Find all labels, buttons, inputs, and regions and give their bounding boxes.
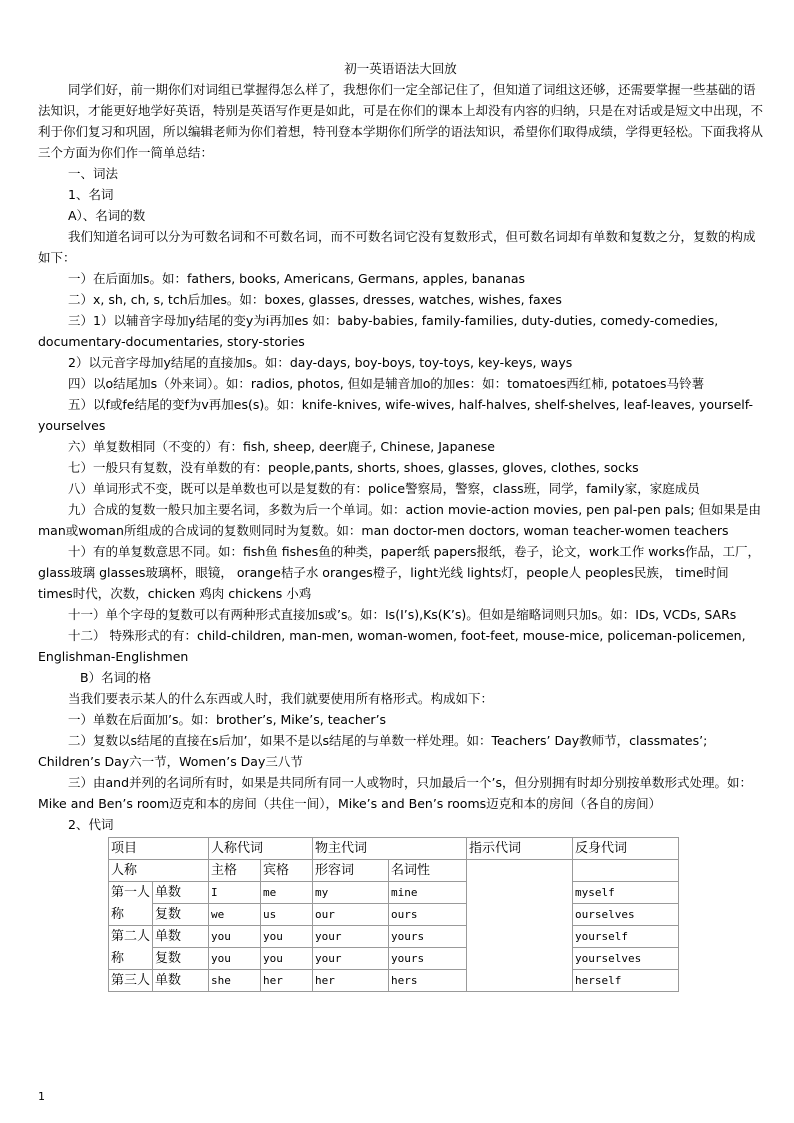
rule-item: 五）以f或fe结尾的变f为v再加es(s)。如：knife-knives, wife-wives, half-halves, shelf-shelves, leaf-leaves, yourself-yourselves (38, 397, 754, 433)
subsection-heading: B）名词的格 (80, 670, 152, 685)
document-body (38, 58, 763, 992)
rule-item: 一）单数在后面加’s。如：brother’s, Mike’s, teacher’s (68, 712, 387, 727)
table-cell: my (313, 882, 389, 904)
rule-item: 十二） 特殊形式的有：child-children, man-men, woman-women, foot-feet, mouse-mice, policeman-policemen, Englishman-Englishmen (38, 628, 746, 664)
table-row (109, 970, 679, 992)
intro-paragraph: 同学们好，前一期你们对词组已掌握得怎么样了，我想你们一定全部记住了，但知道了词组这还够，还需要掌握一些基础的语法知识，才能更好地学好英语，特别是英语写作更是如此，可是在你们的课本上却没有内容的归纳，只是在对话或是短文中出现，不利于你们复习和巩固，所以编辑老师为你们着想，特刊登本学期你们所学的语法知识，希望你们取得成绩，学得更轻松。下面我将从三个方面为你们作一简单总结： (38, 82, 764, 160)
table-cell: herself (573, 970, 679, 992)
rule-item: 2）以元音字母加y结尾的直接加s。如：day-days, boy-boys, toy-toys, key-keys, ways (68, 355, 573, 370)
table-cell (467, 860, 573, 992)
table-cell: you (209, 948, 261, 970)
table-cell: you (261, 948, 313, 970)
paragraph: 当我们要表示某人的什么东西或人时，我们就要使用所有格形式。构成如下： (68, 691, 494, 706)
table-header-cell: 名词性 (389, 860, 467, 882)
table-row (109, 904, 679, 926)
table-header-cell: 项目 (109, 838, 209, 860)
section-heading: 一、词法 (68, 166, 119, 181)
table-cell: ourselves (573, 904, 679, 926)
table-cell: mine (389, 882, 467, 904)
table-cell: 单数 (153, 926, 209, 948)
rule-item: 一）在后面加s。如：fathers, books, Americans, Germans, apples, bananas (68, 271, 525, 286)
table-cell: 单数 (153, 970, 209, 992)
table-row (109, 948, 679, 970)
table-cell: 称 (109, 904, 153, 926)
table-header-cell: 主格 (209, 860, 261, 882)
table-cell: 复数 (153, 904, 209, 926)
table-header-row (109, 838, 679, 860)
table-cell: her (261, 970, 313, 992)
table-cell: yours (389, 926, 467, 948)
table-cell: she (209, 970, 261, 992)
table-cell: 称 (109, 948, 153, 970)
paragraph: 我们知道名词可以分为可数名词和不可数名词，而不可数名词它没有复数形式，但可数名词却有单数和复数之分，复数的构成如下： (38, 229, 756, 265)
table-cell: yours (389, 948, 467, 970)
rule-item: 二）复数以s结尾的直接在s后加’，如果不是以s结尾的与单数一样处理。如：Teachers’ Day教师节，classmates’; Children’s Day六一节，Women’s Day三八节 (38, 733, 708, 769)
table-cell: 单数 (153, 882, 209, 904)
table-row (109, 882, 679, 904)
rule-item: 七）一般只有复数，没有单数的有：people,pants, shorts, shoes, glasses, gloves, clothes, socks (68, 460, 639, 475)
table-cell (573, 860, 679, 882)
table-cell: hers (389, 970, 467, 992)
rule-item: 四）以o结尾加s（外来词）。如：radios, photos, 但如是辅音加o的加es：如：tomatoes西红柿, potatoes马铃薯 (68, 376, 705, 391)
table-cell: 第一人 (109, 882, 153, 904)
table-cell: you (209, 926, 261, 948)
table-cell: our (313, 904, 389, 926)
table-header-cell: 宾格 (261, 860, 313, 882)
table-cell: ours (389, 904, 467, 926)
rule-item: 十）有的单复数意思不同。如：fish鱼 fishes鱼的种类，paper纸 papers报纸，卷子，论文，work工作 works作品，工厂，glass玻璃 glasses玻璃杯，眼镜， orange桔子水 oranges橙子，light光线 lights灯，people人 peoples民族， time时间 times时代，次数，chicken 鸡肉 chickens 小鸡 (38, 544, 760, 601)
rule-item: 六）单复数相同（不变的）有：fish, sheep, deer鹿子, Chinese, Japanese (68, 439, 495, 454)
table-cell: I (209, 882, 261, 904)
rule-item: 三）1）以辅音字母加y结尾的变y为i再加es 如：baby-babies, family-families, duty-duties, comedy-comedies, documentary-documentaries, story-stories (38, 313, 719, 349)
table-cell: yourselves (573, 948, 679, 970)
table-cell: yourself (573, 926, 679, 948)
subsection-heading: 2、代词 (68, 817, 114, 832)
table-cell: 第二人 (109, 926, 153, 948)
table-cell: 第三人 (109, 970, 153, 992)
table-cell: your (313, 948, 389, 970)
rule-item: 十一）单个字母的复数可以有两种形式直接加s或’s。如：Is(I’s),Ks(K’s)。但如是缩略词则只加s。如：IDs, VCDs, SARs (68, 607, 737, 622)
table-subheader-row (109, 860, 679, 882)
table-header-cell: 人称 (109, 860, 209, 882)
table-cell: myself (573, 882, 679, 904)
rule-item: 二）x, sh, ch, s, tch后加es。如：boxes, glasses, dresses, watches, wishes, faxes (68, 292, 562, 307)
table-header-cell: 人称代词 (209, 838, 313, 860)
rule-item: 九）合成的复数一般只加主要名词，多数为后一个单词。如：action movie-action movies, pen pal-pen pals; 但如果是由man或woman所组成的合成词的复数则同时为复数。如：man doctor-men doctors, woman teacher-women teachers (38, 502, 762, 538)
table-cell: us (261, 904, 313, 926)
pronoun-table (108, 837, 679, 992)
subsection-heading: 1、名词 (68, 187, 114, 202)
table-cell: your (313, 926, 389, 948)
table-header-cell: 反身代词 (573, 838, 679, 860)
table-row (109, 926, 679, 948)
table-cell: we (209, 904, 261, 926)
page-title: 初一英语语法大回放 (344, 61, 457, 76)
table-cell: 复数 (153, 948, 209, 970)
table-cell: her (313, 970, 389, 992)
table-cell: you (261, 926, 313, 948)
rule-item: 三）由and并列的名词所有时，如果是共同所有同一人或物时，只加最后一个’s，但分别拥有时却分别按单数形式处理。如：Mike and Ben’s room迈克和本的房间（共住一间），Mike’s and Ben’s rooms迈克和本的房间（各自的房间） (38, 775, 753, 811)
table-header-cell: 物主代词 (313, 838, 467, 860)
table-header-cell: 指示代词 (467, 838, 573, 860)
rule-item: 八）单词形式不变，既可以是单数也可以是复数的有：police警察局，警察，class班，同学，family家，家庭成员 (68, 481, 700, 496)
subsection-heading: A）、名词的数 (68, 208, 146, 223)
page-number: 1 (38, 1090, 45, 1103)
table-header-cell: 形容词 (313, 860, 389, 882)
table-cell: me (261, 882, 313, 904)
